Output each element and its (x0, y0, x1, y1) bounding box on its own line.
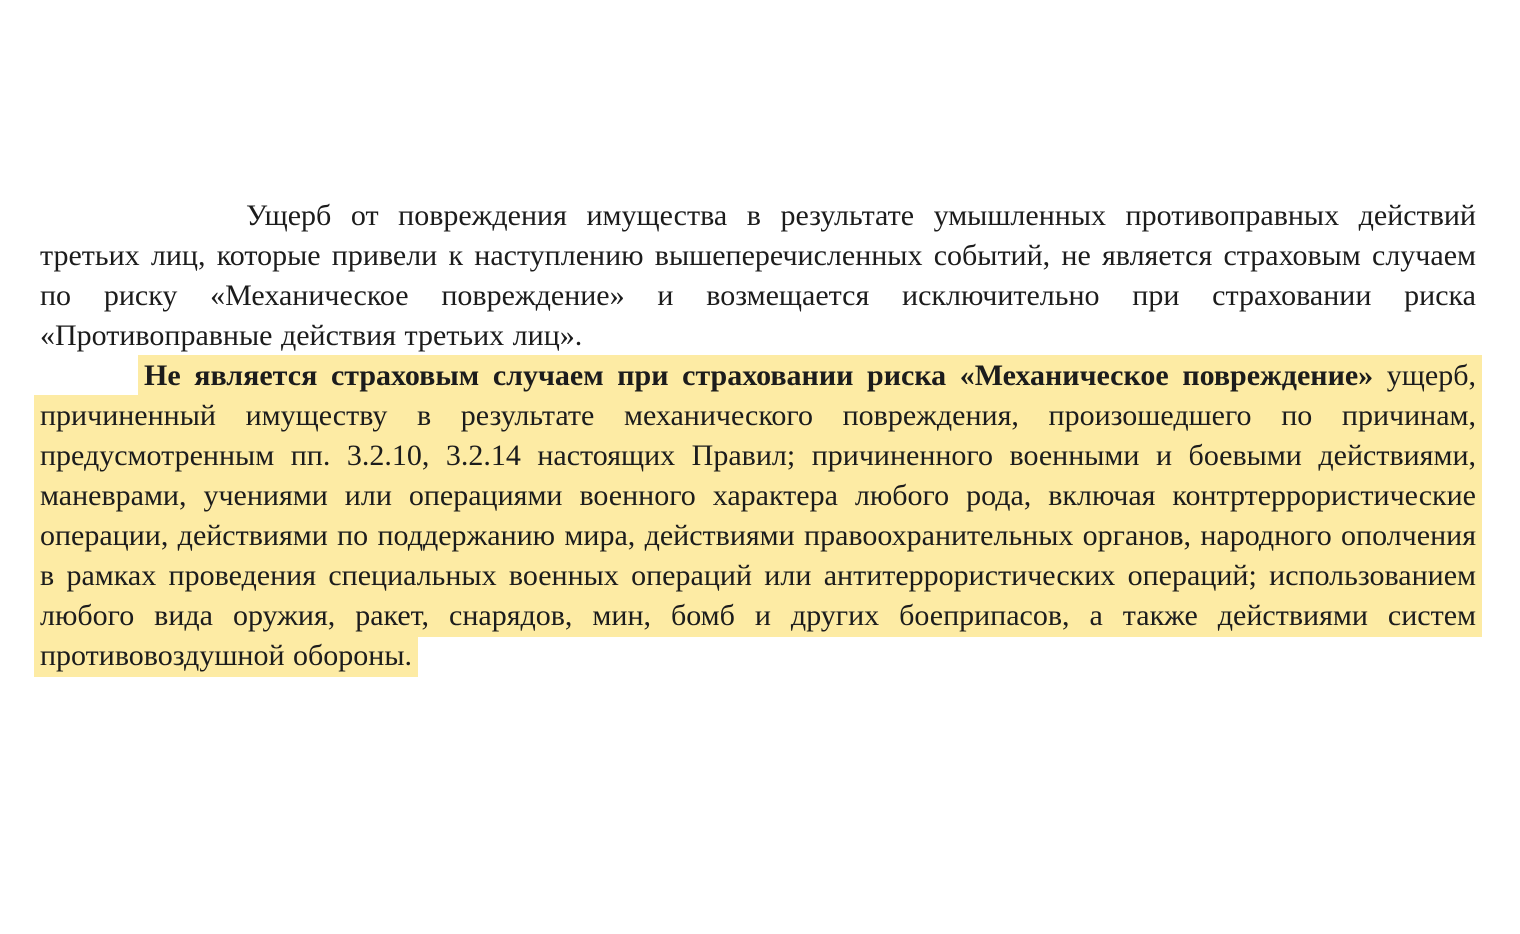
exclusion-text: ущерб, причиненный имуществу в результате механического повреждения, произошедшего по причинам, предусмотренным пп. 3.2.10, 3.2.14 настоящих Правил; причиненного военными и боевыми действиями, маневрами, учениями или операциями военного характера любого рода, включая контртеррористические операции, действиями по поддержанию мира, действиями правоохранительных органов, народного ополчения в рамках проведения специальных военных операций или антитеррористических операций; использованием любого вида оружия, ракет, снарядов, мин, бомб и других боеприпасов, а также действиями систем противовоздушной обороны. (40, 359, 1476, 672)
paragraph-1-text: Ущерб от повреждения имущества в результате умышленных противоправных действий третьих лиц, которые привели к наступлению вышеперечисленных событий, не является страховым случаем по риску «Механическое повреждение» и возмещается исключительно при страховании риска «Противоправные действия третьих лиц». (40, 199, 1476, 352)
highlighted-text (40, 355, 1476, 677)
document-body (40, 196, 1476, 676)
paragraph-mechanical-damage-exclusion (40, 356, 1476, 676)
exclusion-bold-lead: Не является страховым случаем при страховании риска «Механическое повреждение» (144, 359, 1374, 392)
paragraph-property-damage-third-parties (40, 196, 1476, 356)
